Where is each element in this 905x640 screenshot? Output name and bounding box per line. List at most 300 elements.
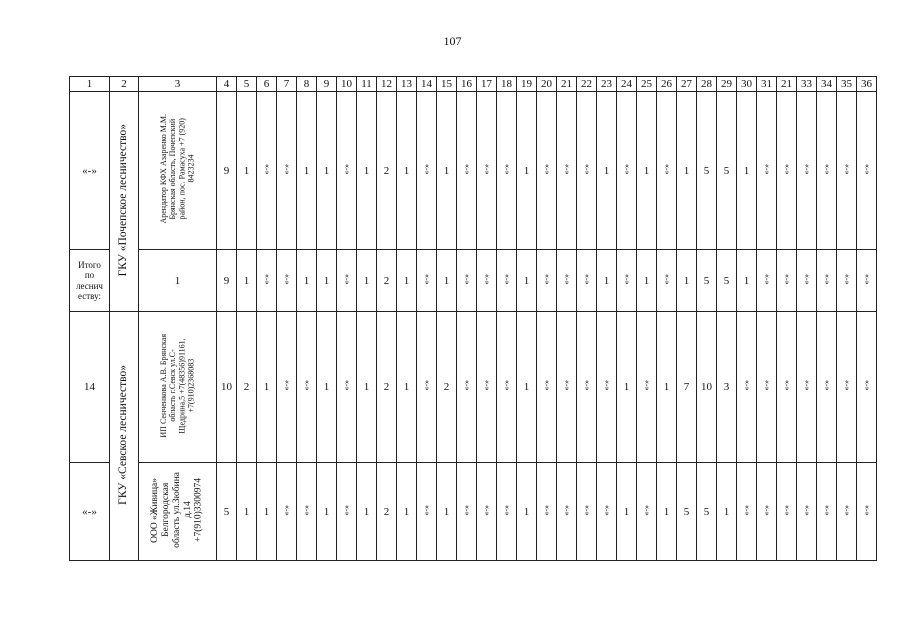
value-cell (797, 92, 817, 250)
header-cell: 30 (737, 77, 757, 92)
value-text: 1 (323, 274, 330, 287)
value-text: 1 (523, 274, 530, 287)
value-cell (737, 92, 757, 250)
header-cell: 28 (697, 77, 717, 92)
value-text: 1 (303, 274, 310, 287)
value-cell (277, 312, 297, 463)
value-cell (737, 463, 757, 561)
value-text: 1 (243, 274, 250, 287)
value-text: «-» (481, 273, 491, 285)
value-text: «-» (541, 273, 551, 285)
value-cell (257, 92, 277, 250)
value-text: «-» (421, 163, 431, 175)
value-cell (497, 312, 517, 463)
value-cell (357, 250, 377, 312)
table-row (70, 250, 877, 312)
header-cell: 9 (317, 77, 337, 92)
value-text: «-» (841, 163, 851, 175)
value-cell (317, 250, 337, 312)
value-text: 1 (663, 381, 670, 393)
value-cell (597, 312, 617, 463)
value-text: 1 (443, 505, 450, 518)
value-cell (577, 250, 597, 312)
value-cell (637, 312, 657, 463)
value-text: «-» (281, 504, 291, 516)
header-cell: 15 (437, 77, 457, 92)
value-text: «-» (821, 273, 831, 285)
value-text: 2 (383, 164, 390, 177)
value-text: «-» (861, 504, 871, 516)
value-cell (437, 463, 457, 561)
value-text: 1 (603, 164, 610, 177)
value-text: «-» (861, 380, 871, 391)
value-text: «-» (741, 380, 751, 391)
header-cell: 19 (517, 77, 537, 92)
value-cell (617, 463, 637, 561)
value-text: 2 (383, 505, 390, 518)
value-cell (417, 312, 437, 463)
value-text: «-» (601, 380, 611, 391)
value-cell (797, 250, 817, 312)
value-cell (757, 92, 777, 250)
value-text: «-» (561, 163, 571, 175)
value-text: 1 (363, 505, 370, 518)
value-text: 1 (643, 274, 650, 287)
value-cell (597, 250, 617, 312)
value-cell (477, 92, 497, 250)
value-cell (417, 250, 437, 312)
value-cell (477, 463, 497, 561)
value-text: «-» (341, 163, 351, 175)
value-cell (857, 312, 877, 463)
value-text: «-» (501, 504, 511, 516)
value-text: 1 (623, 381, 630, 393)
value-cell (337, 312, 357, 463)
value-text: 1 (443, 164, 450, 177)
value-cell (377, 250, 397, 312)
value-text: «-» (541, 504, 551, 516)
value-cell (437, 92, 457, 250)
value-cell (617, 92, 637, 250)
value-cell (357, 312, 377, 463)
value-text: «-» (781, 163, 791, 175)
tenant-info-cell: Арендатор КФХ Азаренко М.М. Брянская область, Почепский район, пос. Рамасуха +7 (920) 8423234 (139, 92, 217, 250)
table-row (70, 463, 877, 561)
value-cell (737, 250, 757, 312)
value-text: «-» (821, 163, 831, 175)
value-cell (677, 312, 697, 463)
value-text: 1 (363, 164, 370, 177)
value-cell (697, 312, 717, 463)
value-text: «-» (641, 380, 651, 391)
value-text: «-» (421, 380, 431, 391)
value-cell (677, 250, 697, 312)
value-text: «-» (261, 273, 271, 285)
header-cell: 21 (777, 77, 797, 92)
value-cell (857, 92, 877, 250)
value-cell (337, 250, 357, 312)
value-text: «-» (741, 504, 751, 516)
value-cell (777, 463, 797, 561)
value-text: «-» (501, 380, 511, 391)
value-cell (437, 312, 457, 463)
value-cell (717, 92, 737, 250)
value-cell (697, 92, 717, 250)
value-text: 1 (363, 381, 370, 393)
value-text: 5 (723, 274, 730, 287)
header-cell: 17 (477, 77, 497, 92)
value-cell (497, 463, 517, 561)
value-cell (537, 92, 557, 250)
value-text: 1 (603, 274, 610, 287)
value-cell (457, 463, 477, 561)
value-text: «-» (461, 273, 471, 285)
header-cell: 24 (617, 77, 637, 92)
value-cell (257, 312, 277, 463)
header-cell: 31 (757, 77, 777, 92)
value-text: 1 (623, 505, 630, 518)
value-text: 2 (383, 274, 390, 287)
value-text: «-» (821, 504, 831, 516)
value-cell (757, 463, 777, 561)
value-cell (557, 312, 577, 463)
header-cell: 21 (557, 77, 577, 92)
value-cell (577, 463, 597, 561)
value-cell (777, 312, 797, 463)
value-cell (377, 312, 397, 463)
header-cell: 18 (497, 77, 517, 92)
header-cell: 35 (837, 77, 857, 92)
value-cell (717, 312, 737, 463)
value-cell (297, 312, 317, 463)
value-text: 1 (743, 274, 750, 287)
total-label-cell: Итого по леснич еству: (70, 250, 110, 312)
value-cell (297, 463, 317, 561)
value-cell (617, 312, 637, 463)
value-cell (337, 92, 357, 250)
value-text: 1 (683, 274, 690, 287)
row-number-cell: «-» (70, 92, 110, 250)
value-cell (777, 92, 797, 250)
value-text: «-» (561, 504, 571, 516)
value-cell (857, 250, 877, 312)
value-text: «-» (561, 273, 571, 285)
value-text: 2 (243, 381, 250, 393)
row-number-cell: «-» (70, 463, 110, 561)
value-text: «-» (781, 380, 791, 391)
value-cell (657, 250, 677, 312)
leskhoz-cell: ГКУ «Почепское лесничество» (110, 92, 139, 312)
header-cell: 22 (577, 77, 597, 92)
value-cell (337, 463, 357, 561)
value-text: 3 (723, 381, 730, 393)
value-cell (277, 92, 297, 250)
value-cell (257, 463, 277, 561)
value-text: «-» (281, 273, 291, 285)
value-text: «-» (761, 380, 771, 391)
value-text: «-» (581, 380, 591, 391)
value-text: «-» (641, 504, 651, 516)
value-cell (317, 92, 337, 250)
value-text: 5 (223, 505, 230, 518)
header-cell: 3 (139, 77, 217, 92)
value-text: 10 (221, 381, 232, 393)
value-cell (697, 250, 717, 312)
value-cell (677, 92, 697, 250)
value-text: 9 (223, 274, 230, 287)
header-cell: 5 (237, 77, 257, 92)
header-cell: 33 (797, 77, 817, 92)
value-cell (477, 312, 497, 463)
data-table (69, 76, 877, 561)
value-cell (537, 250, 557, 312)
value-cell (517, 250, 537, 312)
value-cell (537, 463, 557, 561)
value-text: «-» (421, 273, 431, 285)
tenant-info-cell: ООО «Живица» Белгородская область ул.Зюбина д.14 +7(910)3300974 (139, 463, 217, 561)
header-cell: 8 (297, 77, 317, 92)
value-text: 1 (263, 381, 270, 393)
value-text: «-» (841, 380, 851, 391)
value-cell (497, 250, 517, 312)
total-col3-cell: 1 (139, 250, 217, 312)
header-cell: 25 (637, 77, 657, 92)
value-cell (397, 312, 417, 463)
value-text: «-» (541, 163, 551, 175)
value-text: 1 (403, 164, 410, 177)
value-cell (557, 92, 577, 250)
value-text: «-» (601, 504, 611, 516)
value-text: «-» (781, 273, 791, 285)
value-cell (737, 312, 757, 463)
tenant-info-cell: ИП Сенченкова А.В. Брянская область г.Севск ул.С- Щедрина,5 +7(48356)91161, +7(910)2368083 (139, 312, 217, 463)
value-text: «-» (481, 504, 491, 516)
value-text: 1 (523, 164, 530, 177)
value-text: 1 (263, 505, 270, 518)
leskhoz-cell: ГКУ «Севское лесничество» (110, 312, 139, 561)
value-cell (437, 250, 457, 312)
header-cell: 13 (397, 77, 417, 92)
value-text: «-» (801, 163, 811, 175)
value-text: 5 (703, 164, 710, 177)
value-text: «-» (801, 273, 811, 285)
value-cell (317, 463, 337, 561)
value-text: «-» (421, 504, 431, 516)
value-text: «-» (261, 163, 271, 175)
value-text: «-» (761, 273, 771, 285)
value-text: «-» (481, 380, 491, 391)
value-cell (497, 92, 517, 250)
header-cell: 11 (357, 77, 377, 92)
value-text: 1 (363, 274, 370, 287)
value-cell (357, 92, 377, 250)
value-cell (517, 92, 537, 250)
table-row (70, 312, 877, 463)
value-text: 1 (523, 505, 530, 518)
value-cell (837, 250, 857, 312)
value-cell (517, 463, 537, 561)
value-text: 1 (523, 381, 530, 393)
value-text: 1 (743, 164, 750, 177)
value-text: «-» (581, 163, 591, 175)
header-cell: 4 (217, 77, 237, 92)
value-cell (257, 250, 277, 312)
value-cell (237, 250, 257, 312)
value-text: «-» (301, 380, 311, 391)
value-text: «-» (761, 163, 771, 175)
value-text: «-» (801, 504, 811, 516)
header-cell: 36 (857, 77, 877, 92)
value-text: 5 (703, 274, 710, 287)
header-cell: 27 (677, 77, 697, 92)
value-cell (397, 250, 417, 312)
value-cell (857, 463, 877, 561)
value-text: «-» (841, 504, 851, 516)
value-text: 5 (703, 505, 710, 518)
value-text: «-» (861, 163, 871, 175)
value-cell (517, 312, 537, 463)
value-cell (577, 312, 597, 463)
value-text: 5 (723, 164, 730, 177)
value-cell (757, 250, 777, 312)
value-text: «-» (481, 163, 491, 175)
value-text: 1 (243, 164, 250, 177)
value-text: 2 (443, 381, 450, 393)
page-number: 107 (443, 34, 462, 48)
value-cell (417, 463, 437, 561)
value-cell (457, 92, 477, 250)
header-cell: 12 (377, 77, 397, 92)
value-cell (557, 250, 577, 312)
value-cell (837, 312, 857, 463)
value-text: «-» (281, 163, 291, 175)
value-cell (277, 250, 297, 312)
value-text: «-» (461, 504, 471, 516)
value-cell (597, 463, 617, 561)
row-number-cell: 14 (70, 312, 110, 463)
value-text: «-» (781, 504, 791, 516)
value-cell (577, 92, 597, 250)
value-cell (237, 92, 257, 250)
header-cell: 20 (537, 77, 557, 92)
value-text: «-» (821, 380, 831, 391)
value-text: 1 (323, 505, 330, 518)
value-cell (217, 250, 237, 312)
value-text: «-» (581, 504, 591, 516)
value-cell (457, 250, 477, 312)
header-cell: 14 (417, 77, 437, 92)
value-cell (777, 250, 797, 312)
value-text: 7 (683, 381, 690, 393)
value-cell (657, 92, 677, 250)
value-text: «-» (841, 273, 851, 285)
value-text: 1 (403, 505, 410, 518)
header-cell: 6 (257, 77, 277, 92)
header-cell: 26 (657, 77, 677, 92)
value-text: «-» (341, 380, 351, 391)
value-cell (817, 92, 837, 250)
value-text: «-» (561, 380, 571, 391)
value-text: «-» (341, 273, 351, 285)
value-text: 10 (701, 381, 712, 393)
value-text: «-» (541, 380, 551, 391)
value-text: 1 (323, 381, 330, 393)
value-text: «-» (501, 163, 511, 175)
value-cell (477, 250, 497, 312)
value-cell (397, 92, 417, 250)
value-text: «-» (621, 273, 631, 285)
value-text: 1 (323, 164, 330, 177)
value-cell (217, 312, 237, 463)
value-text: 1 (303, 164, 310, 177)
value-text: «-» (461, 163, 471, 175)
value-cell (537, 312, 557, 463)
value-cell (657, 463, 677, 561)
value-text: «-» (341, 504, 351, 516)
header-cell: 7 (277, 77, 297, 92)
header-cell: 10 (337, 77, 357, 92)
value-cell (297, 92, 317, 250)
value-text: «-» (861, 273, 871, 285)
table-row (70, 92, 877, 250)
value-cell (357, 463, 377, 561)
value-cell (377, 92, 397, 250)
header-cell: 2 (110, 77, 139, 92)
value-text: 1 (243, 505, 250, 518)
value-cell (697, 463, 717, 561)
value-cell (557, 463, 577, 561)
value-text: «-» (501, 273, 511, 285)
value-cell (797, 463, 817, 561)
value-cell (797, 312, 817, 463)
value-cell (757, 312, 777, 463)
value-cell (817, 463, 837, 561)
value-cell (837, 463, 857, 561)
value-cell (817, 250, 837, 312)
value-cell (317, 312, 337, 463)
value-cell (217, 92, 237, 250)
value-text: 1 (443, 274, 450, 287)
value-text: «-» (301, 504, 311, 516)
value-cell (397, 463, 417, 561)
value-text: 5 (683, 505, 690, 518)
value-text: «-» (801, 380, 811, 391)
value-cell (657, 312, 677, 463)
value-text: 1 (403, 381, 410, 393)
value-cell (237, 463, 257, 561)
header-row (70, 77, 877, 92)
value-text: 9 (223, 164, 230, 177)
value-text: 1 (723, 505, 730, 518)
value-text: «-» (661, 163, 671, 175)
value-text: «-» (581, 273, 591, 285)
value-cell (617, 250, 637, 312)
value-text: 1 (643, 164, 650, 177)
value-text: 1 (663, 505, 670, 518)
value-cell (837, 92, 857, 250)
value-cell (457, 312, 477, 463)
value-text: «-» (761, 504, 771, 516)
value-text: «-» (661, 273, 671, 285)
value-cell (717, 250, 737, 312)
value-cell (217, 463, 237, 561)
value-cell (637, 463, 657, 561)
value-text: «-» (621, 163, 631, 175)
header-cell: 29 (717, 77, 737, 92)
value-cell (377, 463, 397, 561)
value-cell (637, 250, 657, 312)
value-text: 1 (683, 164, 690, 177)
